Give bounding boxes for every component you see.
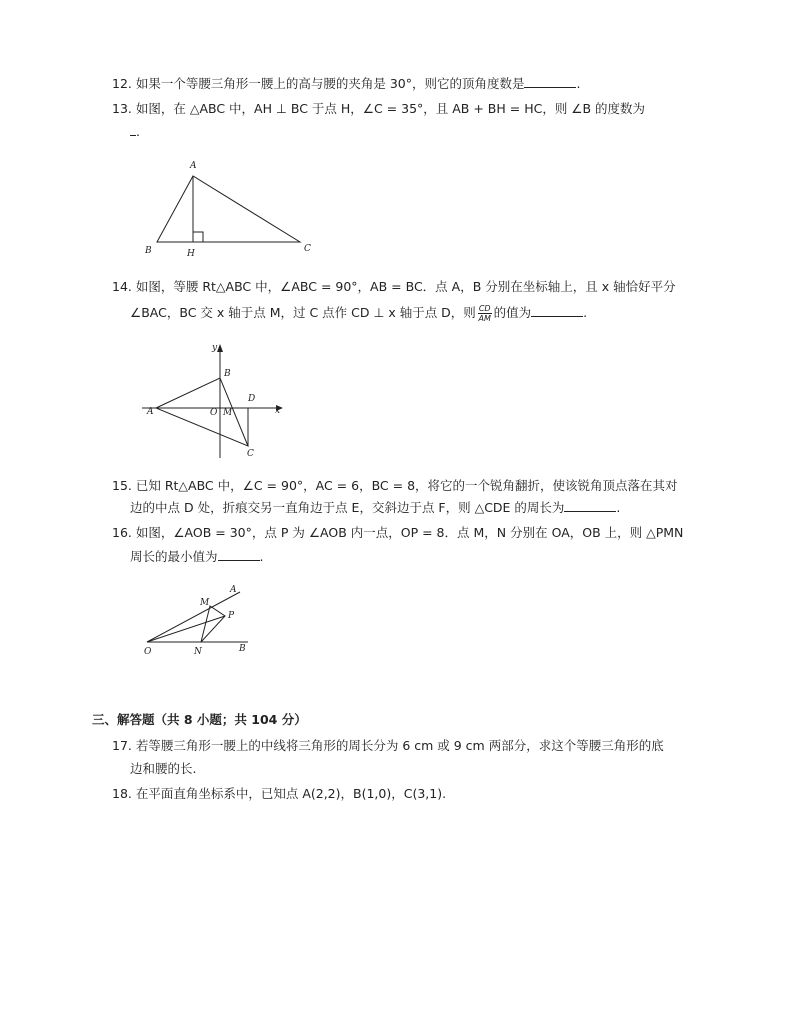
question-17-line-1: 17. 若等腰三角形一腰上的中线将三角形的周长分为 6 cm 或 9 cm 两部分，求这个等腰三角形的底 [112,738,664,753]
answer-blank [564,500,616,512]
label-a: A [230,585,237,595]
answer-blank [531,305,583,317]
question-18-line-1: 18. 在平面直角坐标系中，已知点 A(2,2)，B(1,0)，C(3,1). [112,786,447,801]
label-y: y [212,343,218,353]
fraction-cd-am [478,304,492,323]
question-16-line-1: 16. 如图，∠AOB = 30°，点 P 为 ∠AOB 内一点，OP = 8．点 M，N 分别在 OA，OB 上，则 △PMN [112,525,684,540]
label-h: H [187,249,195,259]
question-17-line-2: 边和腰的长. [130,761,197,776]
section-3-heading: 三、解答题（共 8 小题；共 104 分） [92,712,307,727]
figure-coordinate-plane [140,338,290,464]
y-axis-arrow [217,344,223,352]
question-14-line-2 [130,304,587,323]
right-angle-mark [193,232,203,242]
label-a: A [190,161,197,171]
question-15-text: 边的中点 D 处，折痕交另一直角边于点 E，交斜边于点 F，则 △CDE 的周长为 [130,500,565,515]
ray-oa [147,592,240,642]
label-m: M [223,408,233,418]
answer-blank [524,76,576,88]
label-o: O [210,408,218,418]
triangle-abc [156,378,248,446]
question-16-line-2 [130,549,264,565]
label-x: x [275,406,281,416]
figure-triangle-abc [140,152,320,260]
answer-blank [218,549,260,561]
label-n: N [194,647,202,657]
label-d: D [248,394,256,404]
triangle-abc [157,176,300,242]
question-14-line-1: 14. 如图，等腰 Rt△ABC 中，∠ABC = 90°，AB = BC．点 A，B 分别在坐标轴上，且 x 轴恰好平分 [112,279,676,294]
question-13-line-1: 13. 如图，在 △ABC 中，AH ⊥ BC 于点 H，∠C = 35°，且 AB + BH = HC，则 ∠B 的度数为 [112,101,646,116]
question-12 [112,76,580,92]
question-16-end: . [259,549,264,564]
question-15-line-2 [130,500,620,516]
label-c: C [304,244,311,254]
label-c: C [247,449,254,459]
question-14-text: ∠BAC，BC 交 x 轴于点 M，过 C 点作 CD ⊥ x 轴于点 D，则 [130,305,476,320]
label-b: B [145,246,152,256]
label-o: O [144,647,152,657]
fraction-denominator: AM [478,314,491,323]
question-15-end: . [616,500,621,515]
question-12-text: 12. 如果一个等腰三角形一腰上的高与腰的夹角是 30°，则它的顶角度数是 [112,76,525,91]
question-12-end: . [576,76,581,91]
question-13-end: . [136,124,140,139]
figure-angle-aob [140,580,270,660]
label-b: B [224,369,231,379]
question-16-text: 周长的最小值为 [130,549,218,564]
question-15-line-1: 15. 已知 Rt△ABC 中，∠C = 90°，AC = 6，BC = 8，将它的一个锐角翻折，使该锐角顶点落在其对 [112,478,678,493]
question-13-line-2 [130,124,140,140]
fraction-numerator: CD [478,304,491,313]
question-14-text-post: 的值为 [493,305,532,320]
label-b: B [239,644,246,654]
label-m: M [200,598,210,608]
question-14-end: . [583,305,588,320]
label-a: A [147,407,154,417]
label-p: P [228,611,235,621]
